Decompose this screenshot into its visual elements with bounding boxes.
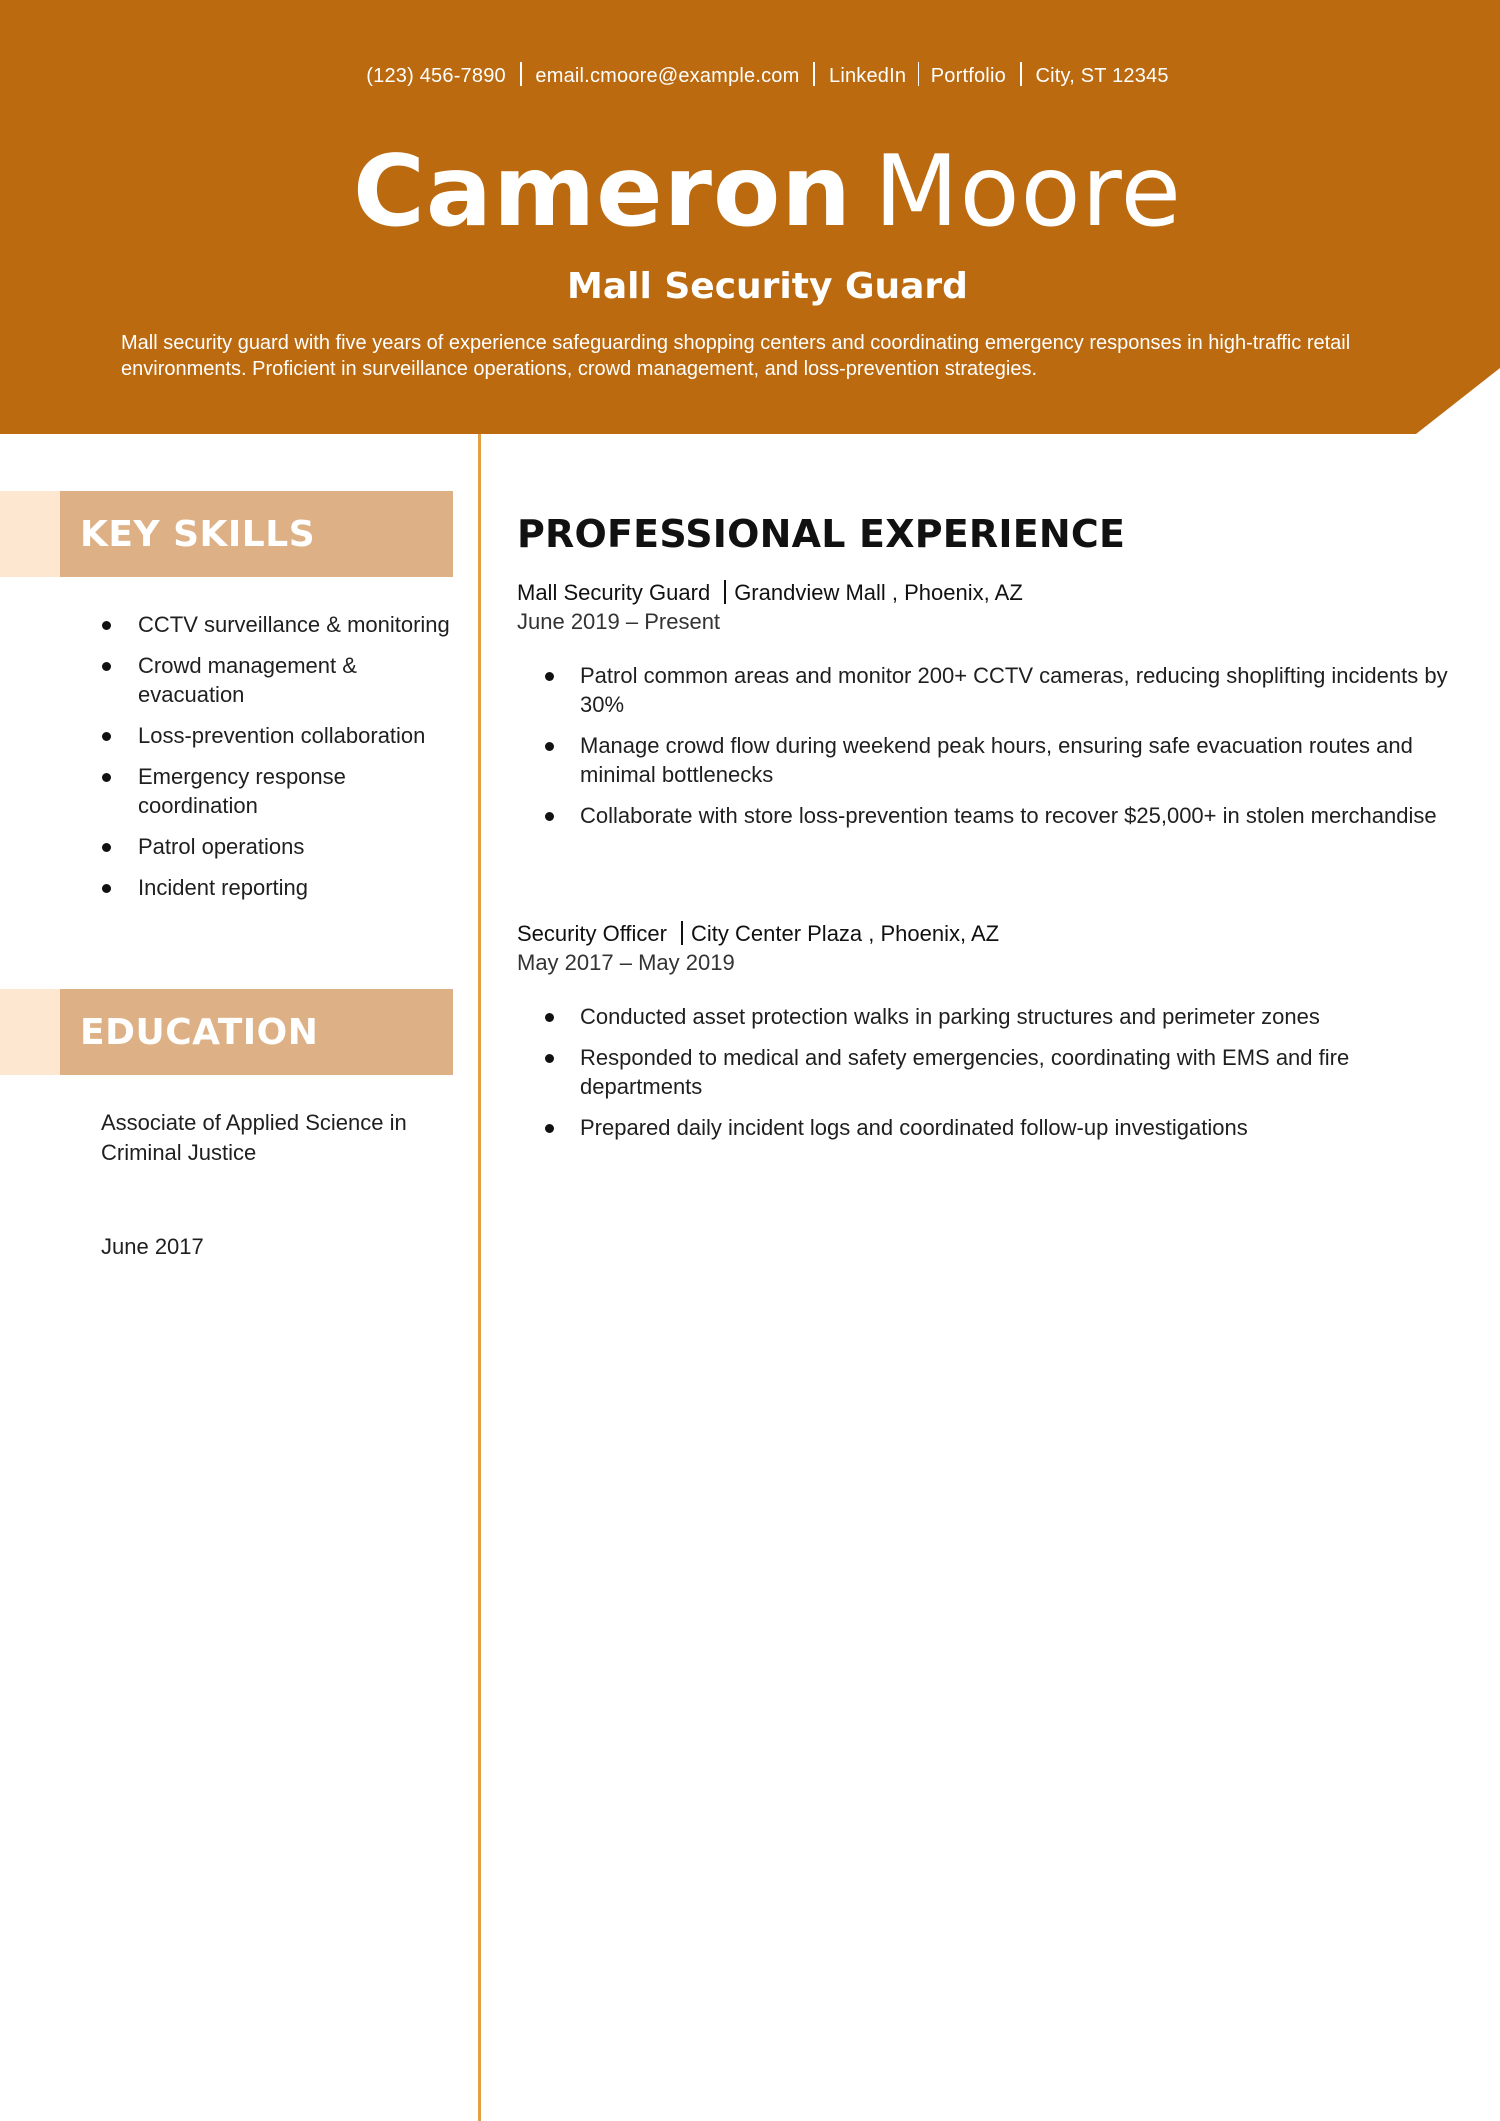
summary-text: Mall security guard with five years of experience safeguarding shopping centers and coordinating emergency responses in high-traffic retail environments. Proficient in surveillance operations, crowd management, and loss-prevention strategies. bbox=[121, 332, 1351, 380]
bullet-text: Prepared daily incident logs and coordinated follow-up investigations bbox=[580, 1115, 1248, 1140]
skill-item bbox=[96, 762, 466, 820]
bullet-text: Patrol common areas and monitor 200+ CCTV cameras, reducing shoplifting incidents by 30% bbox=[580, 663, 1448, 717]
job-entry bbox=[517, 921, 1457, 1154]
skill-label: CCTV surveillance & monitoring bbox=[138, 612, 450, 637]
skill-item bbox=[96, 651, 466, 709]
bullet-text: Manage crowd flow during weekend peak hours, ensuring safe evacuation routes and minimal bottlenecks bbox=[580, 733, 1413, 787]
job-separator bbox=[681, 921, 683, 945]
contact-separator bbox=[520, 62, 522, 86]
job-dates: May 2017 – May 2019 bbox=[517, 950, 735, 975]
contact-separator bbox=[918, 62, 919, 86]
key-skills-title: KEY SKILLS bbox=[80, 514, 316, 555]
skills-list bbox=[96, 610, 466, 914]
first-name: Cameron bbox=[353, 135, 853, 249]
bullet-icon bbox=[102, 843, 111, 852]
job-bullet bbox=[517, 661, 1457, 719]
education-header bbox=[0, 989, 453, 1075]
job-bullet bbox=[517, 801, 1457, 830]
bullet-icon bbox=[545, 1124, 554, 1133]
skill-item bbox=[96, 721, 466, 750]
contact-separator bbox=[1020, 62, 1022, 86]
skill-label: Patrol operations bbox=[138, 834, 305, 859]
bullet-icon bbox=[102, 621, 111, 630]
job-employer: Grandview Mall , Phoenix, AZ bbox=[734, 580, 1023, 605]
skill-item bbox=[96, 610, 466, 639]
job-bullets bbox=[517, 1002, 1457, 1142]
skill-item bbox=[96, 873, 466, 902]
bullet-icon bbox=[102, 773, 111, 782]
skill-item bbox=[96, 832, 466, 861]
contact-phone: (123) 456-7890 bbox=[366, 65, 506, 87]
job-employer: City Center Plaza , Phoenix, AZ bbox=[690, 921, 1000, 946]
bullet-icon bbox=[102, 732, 111, 741]
education-degree: Associate of Applied Science in Criminal Justice bbox=[101, 1110, 407, 1165]
section-tab bbox=[0, 491, 60, 577]
contact-separator bbox=[813, 62, 815, 86]
bullet-icon bbox=[545, 742, 554, 751]
job-bullet bbox=[517, 1043, 1457, 1101]
skill-label: Crowd management & evacuation bbox=[138, 653, 357, 707]
job-bullet bbox=[517, 1113, 1457, 1142]
bullet-text: Collaborate with store loss-prevention teams to recover $25,000+ in stolen merchandise bbox=[580, 803, 1437, 828]
bullet-icon bbox=[102, 662, 111, 671]
job-entry bbox=[517, 580, 1457, 842]
job-bullet bbox=[517, 731, 1457, 789]
job-separator bbox=[724, 580, 726, 604]
last-name: Moore bbox=[874, 135, 1182, 249]
experience-title: PROFESSIONAL EXPERIENCE bbox=[517, 512, 1126, 556]
job-position: Mall Security Guard bbox=[517, 580, 711, 605]
key-skills-header bbox=[0, 491, 453, 577]
candidate-name bbox=[0, 132, 1500, 252]
column-divider bbox=[478, 434, 481, 2121]
education-title: EDUCATION bbox=[80, 1012, 319, 1053]
contact-line bbox=[0, 62, 1500, 88]
skill-label: Loss-prevention collaboration bbox=[138, 723, 426, 748]
bullet-text: Responded to medical and safety emergencies, coordinating with EMS and fire departments bbox=[580, 1045, 1350, 1099]
contact-location: City, ST 12345 bbox=[1035, 65, 1169, 87]
skill-label: Emergency response coordination bbox=[138, 764, 346, 818]
job-position: Security Officer bbox=[517, 921, 667, 946]
bullet-icon bbox=[102, 884, 111, 893]
contact-portfolio[interactable]: Portfolio bbox=[930, 65, 1006, 87]
job-heading bbox=[517, 921, 1457, 947]
bullet-text: Conducted asset protection walks in parking structures and perimeter zones bbox=[580, 1004, 1320, 1029]
bullet-icon bbox=[545, 812, 554, 821]
job-dates: June 2019 – Present bbox=[517, 609, 721, 634]
education-date: June 2017 bbox=[101, 1234, 204, 1259]
contact-email[interactable]: email.cmoore@example.com bbox=[535, 65, 800, 87]
job-bullets bbox=[517, 661, 1457, 830]
contact-linkedin[interactable]: LinkedIn bbox=[829, 65, 907, 87]
section-tab bbox=[0, 989, 60, 1075]
job-heading bbox=[517, 580, 1457, 606]
job-title: Mall Security Guard bbox=[567, 266, 968, 307]
bullet-icon bbox=[545, 672, 554, 681]
skill-label: Incident reporting bbox=[138, 875, 308, 900]
job-bullet bbox=[517, 1002, 1457, 1031]
bullet-icon bbox=[545, 1054, 554, 1063]
bullet-icon bbox=[545, 1013, 554, 1022]
